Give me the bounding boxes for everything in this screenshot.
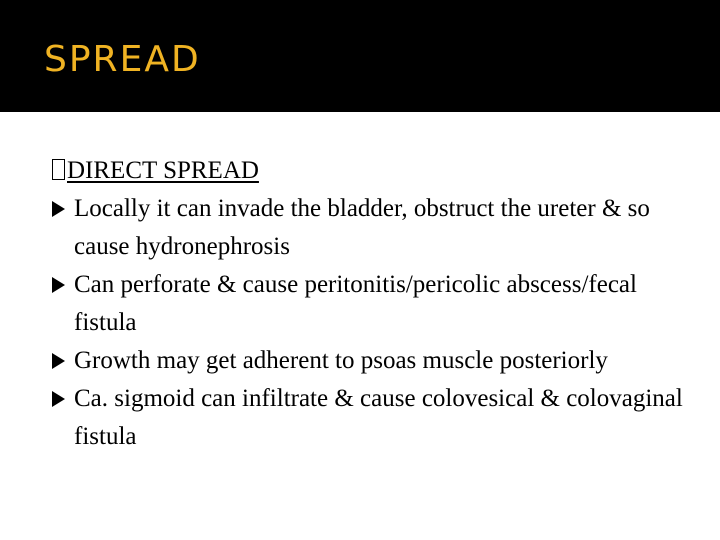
slide-content — [52, 152, 692, 456]
bullet-item — [52, 342, 692, 380]
slide-title: SPREAD — [44, 39, 201, 80]
section-heading-text: DIRECT SPREAD — [67, 157, 259, 184]
bullet-arrow-icon — [52, 353, 65, 369]
section-heading — [52, 152, 692, 190]
bullet-text: Ca. sigmoid can infiltrate & cause colovesical & colovaginal fistula — [74, 385, 683, 450]
bullet-item — [52, 190, 692, 266]
title-bar — [0, 0, 720, 112]
missing-glyph-box-icon — [52, 159, 65, 180]
bullet-list — [52, 190, 692, 456]
bullet-arrow-icon — [52, 277, 65, 293]
bullet-arrow-icon — [52, 201, 65, 217]
bullet-text: Can perforate & cause peritonitis/pericolic abscess/fecal fistula — [74, 271, 637, 336]
bullet-text: Locally it can invade the bladder, obstruct the ureter & so cause hydronephrosis — [74, 195, 650, 260]
bullet-item — [52, 380, 692, 456]
bullet-arrow-icon — [52, 391, 65, 407]
bullet-item — [52, 266, 692, 342]
bullet-text: Growth may get adherent to psoas muscle posteriorly — [74, 347, 608, 374]
